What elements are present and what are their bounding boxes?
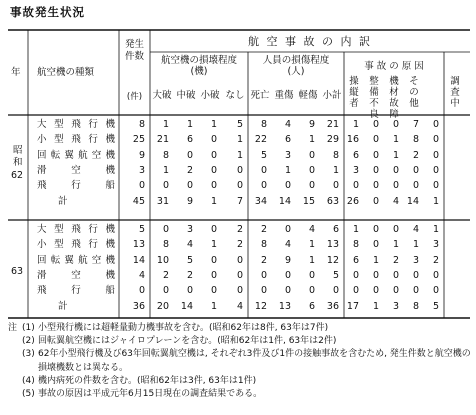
col-maintenance: 整備不良 [369,76,379,120]
table-cell: 0 [236,254,243,266]
table-cell: 8 [412,134,419,146]
table-cell: 0 [308,285,315,297]
table-cell: 4 [284,119,291,130]
table-cell: 0 [372,164,379,176]
header-incidents-1: 発生 [124,39,144,50]
table-cell: 0 [308,269,315,281]
table-cell: 1 [210,119,217,130]
header-year: 年 [11,67,21,78]
page-title: 事故発生状況 [10,5,85,19]
table-cell: 0 [162,180,169,192]
note-text: 62年小型飛行機及び63年回転翼航空機は, それぞれ3件及び1件の接触事故を含むため, 発生件数と航空機の損壊機数とは異なる。 [38,349,471,373]
col-no-damage: なし [225,90,245,101]
table-cell: 0 [372,134,379,146]
table-cell: 6 [186,134,193,146]
aircraft-type-label: 滑空機 [37,269,115,281]
aircraft-type-label: 飛行船 [37,285,115,297]
aircraft-type-label: 回転翼航空機 [37,254,115,266]
table-cell: 0 [412,164,419,176]
table-cell: 0 [308,149,315,161]
table-cell: 0 [372,224,379,235]
table-cell: 14 [406,195,419,207]
table-cell: 7 [236,195,243,207]
table-cell: 0 [372,149,379,161]
table-cell: 1 [392,239,399,251]
table-cell: 3 [432,239,439,251]
table-cell: 1 [352,119,359,130]
table-cell: 1 [392,134,399,146]
table-cell: 0 [412,180,419,192]
table-cell: 36 [132,300,145,312]
col-dead: 死亡 [250,90,270,101]
aircraft-type-label: 大型飛行機 [37,119,115,130]
table-cell: 1 [308,239,315,251]
table-cell: 0 [236,269,243,281]
table-cell: 2 [260,254,267,266]
table-cell: 2 [432,254,439,266]
aircraft-type-label: 計 [58,195,68,207]
table-cell: 2 [236,224,243,235]
table-cell: 9 [308,119,315,130]
header-persons-unit: (人) [287,66,305,77]
table-cell: 9 [138,149,145,161]
table-cell: 1 [372,254,379,266]
table-cell: 0 [162,285,169,297]
table-cell: 3 [138,164,145,176]
table-cell: 0 [432,164,439,176]
note-number: (2) [22,336,35,347]
table-cell: 12 [326,254,339,266]
note-item [8,348,472,374]
note-number: (5) [22,389,35,400]
table-cell: 3 [186,224,193,235]
col-under-investigation: 調査中 [450,76,460,109]
table-cell: 0 [432,180,439,192]
table-cell: 0 [372,119,379,130]
table-cell: 0 [162,224,169,235]
table-cell: 8 [162,239,169,251]
note-item [8,322,472,335]
table-cell: 4 [236,300,243,312]
table-cell: 14 [278,195,291,207]
col-major-damage: 大破 [152,90,172,101]
table-cell: 0 [308,180,315,192]
table-cell: 14 [132,254,145,266]
table-cell: 0 [372,239,379,251]
table-cell: 3 [352,164,359,176]
header-damage: 航空機の損壊程度 [160,55,237,66]
table-cell: 9 [186,195,193,207]
table-cell: 1 [332,164,339,176]
table-cell: 8 [162,149,169,161]
table-cell: 0 [352,180,359,192]
table-cell: 2 [260,224,267,235]
table-cell: 0 [284,180,291,192]
table-cell: 3 [392,300,399,312]
table-cell: 0 [138,180,145,192]
header-breakdown: 航 空 事 故 の 内 訳 [248,35,372,48]
year-label: 63 [11,266,24,277]
table-cell: 0 [210,149,217,161]
table-cell: 0 [412,269,419,281]
table-cell: 29 [326,134,339,146]
table-cell: 1 [162,119,169,130]
header-damage-unit: (機) [190,66,208,77]
header-causes: 事 故 の 原 因 [364,61,424,72]
table-cell: 0 [284,224,291,235]
table-cell: 0 [372,285,379,297]
note-text: 回転翼航空機にはジャイロプレーンを含む。(昭和62年は1件, 63年は2件) [38,336,337,347]
notes [8,322,472,401]
table-cell: 34 [254,195,267,207]
table-cell: 0 [332,285,339,297]
table-cell: 0 [372,195,379,207]
aircraft-type-label: 大型飛行機 [37,224,115,235]
table-cell: 4 [308,224,315,235]
table-cell: 0 [138,285,145,297]
table-cell: 20 [156,300,169,312]
table-cell: 0 [392,119,399,130]
table-cell: 1 [186,119,193,130]
table-cell: 0 [284,285,291,297]
table-cell: 0 [352,285,359,297]
table-cell: 4 [412,224,419,235]
table-cell: 1 [284,164,291,176]
col-material: 機材故障 [389,76,399,120]
table-cell: 1 [392,149,399,161]
col-medium-damage: 中破 [176,90,196,101]
era-label: 和 [13,157,23,168]
table-cell: 1 [210,300,217,312]
col-pilot: 操縦者 [349,76,359,109]
table-cell: 1 [352,224,359,235]
aircraft-type-label: 飛行船 [37,180,115,192]
table-cell: 1 [308,254,315,266]
table-cell: 5 [138,224,145,235]
table-cell: 21 [156,134,169,146]
table-cell: 0 [432,285,439,297]
table-cell: 10 [156,254,169,266]
table-cell: 25 [132,134,145,146]
era-label: 昭 [13,145,23,156]
header-persons: 人員の損傷程度 [262,55,330,66]
header-incidents-2: 件数 [124,51,144,62]
table-cell: 6 [308,300,315,312]
table-cell: 0 [284,269,291,281]
table-cell: 0 [392,269,399,281]
table-cell: 0 [210,254,217,266]
col-serious-injury: 重傷 [274,90,294,101]
table-cell: 17 [346,300,359,312]
table-cell: 14 [180,300,193,312]
note-number: (3) [22,349,35,360]
table-cell: 0 [210,164,217,176]
table-cell: 0 [392,164,399,176]
note-item [8,375,472,388]
table-cell: 0 [210,285,217,297]
table-cell: 0 [260,180,267,192]
table-cell: 5 [186,254,193,266]
table-cell: 0 [432,134,439,146]
table-cell: 5 [432,300,439,312]
table-cell: 9 [284,254,291,266]
table-cell: 0 [372,180,379,192]
table-cell: 22 [254,134,267,146]
table-cell: 8 [260,119,267,130]
table-cell: 8 [332,149,339,161]
table-cell: 6 [284,134,291,146]
table-cell: 0 [432,269,439,281]
table-cell: 13 [278,300,291,312]
table-cell: 8 [260,239,267,251]
table-cell: 0 [210,180,217,192]
table-cell: 0 [432,149,439,161]
note-item [8,388,472,401]
table-cell: 4 [392,195,399,207]
header-incidents-unit: (件) [126,92,143,102]
header-aircraft-type: 航空機の種類 [37,67,95,78]
col-light-injury: 軽傷 [298,90,318,101]
table-cell: 1 [372,300,379,312]
table-cell: 0 [210,224,217,235]
table-cell: 1 [308,134,315,146]
table-cell: 15 [302,195,315,207]
table-cell: 3 [412,254,419,266]
table-cell: 0 [332,180,339,192]
table-cell: 1 [412,239,419,251]
table-cell: 0 [308,164,315,176]
aircraft-type-label: 回転翼航空機 [37,149,115,161]
table-cell: 0 [236,285,243,297]
table-cell: 0 [260,164,267,176]
aircraft-type-label: 滑空機 [37,164,115,176]
table-cell: 0 [352,269,359,281]
table-cell: 1 [210,239,217,251]
table-cell: 0 [186,180,193,192]
table-cell: 0 [236,164,243,176]
table-cell: 13 [326,239,339,251]
table-cell: 6 [332,224,339,235]
note-number: (4) [22,375,35,386]
table-cell: 6 [352,254,359,266]
aircraft-type-label: 小型飛行機 [37,239,115,251]
note-item [8,335,472,348]
table-cell: 12 [254,300,267,312]
table-cell: 2 [186,164,193,176]
table-cell: 36 [326,300,339,312]
table-cell: 2 [412,149,419,161]
table-cell: 0 [210,269,217,281]
note-number: (1) [22,323,35,333]
table-cell: 0 [392,224,399,235]
table-cell: 1 [210,195,217,207]
table-cell: 2 [162,269,169,281]
table-cell: 2 [186,269,193,281]
table-cell: 45 [132,195,145,207]
table-cell: 7 [412,119,419,130]
table-cell: 4 [284,239,291,251]
table-cell: 31 [156,195,169,207]
table-cell: 0 [260,269,267,281]
table-cell: 1 [236,149,243,161]
aircraft-type-label: 小型飛行機 [37,134,115,146]
year-label: 62 [11,170,24,181]
note-text: 機内病死の件数を含む。(昭和62年は3件, 63年は1件) [38,375,257,386]
note-text: 事故の原因は平成元年6月15日現在の調査結果である。 [38,389,263,400]
table-cell: 0 [186,285,193,297]
table-cell: 5 [332,269,339,281]
table-cell: 0 [412,285,419,297]
aircraft-type-label: 計 [58,300,68,312]
table-cell: 5 [236,119,243,130]
table-cell: 0 [372,269,379,281]
table-cell: 1 [432,224,439,235]
notes-label: 注 [8,323,18,333]
table-cell: 1 [236,134,243,146]
table-cell: 0 [392,180,399,192]
col-minor-damage: 小破 [200,90,220,101]
table-cell: 0 [236,180,243,192]
table-cell: 8 [352,239,359,251]
table-cell: 4 [186,239,193,251]
table-cell: 6 [352,149,359,161]
table-cell: 0 [392,285,399,297]
table-cell: 3 [284,149,291,161]
table-cell: 0 [210,134,217,146]
table-cell: 21 [326,119,339,130]
table-cell: 2 [392,254,399,266]
table-cell: 5 [260,149,267,161]
table-cell: 0 [186,149,193,161]
col-other: その他 [409,76,419,109]
table-cell: 4 [138,269,145,281]
table-cell: 0 [432,119,439,130]
table-cell: 8 [138,119,145,130]
col-subtotal: 小計 [322,90,342,101]
table-cell: 26 [346,195,359,207]
note-text: 小型飛行機には超軽量動力機事故を含む。(昭和62年は8件, 63年は7件) [38,323,329,333]
table-cell: 0 [260,285,267,297]
table-cell: 1 [432,195,439,207]
table-cell: 2 [236,239,243,251]
table-cell: 13 [132,239,145,251]
table-cell: 8 [412,300,419,312]
table-cell: 63 [326,195,339,207]
table-cell: 16 [346,134,359,146]
table-cell: 1 [162,164,169,176]
